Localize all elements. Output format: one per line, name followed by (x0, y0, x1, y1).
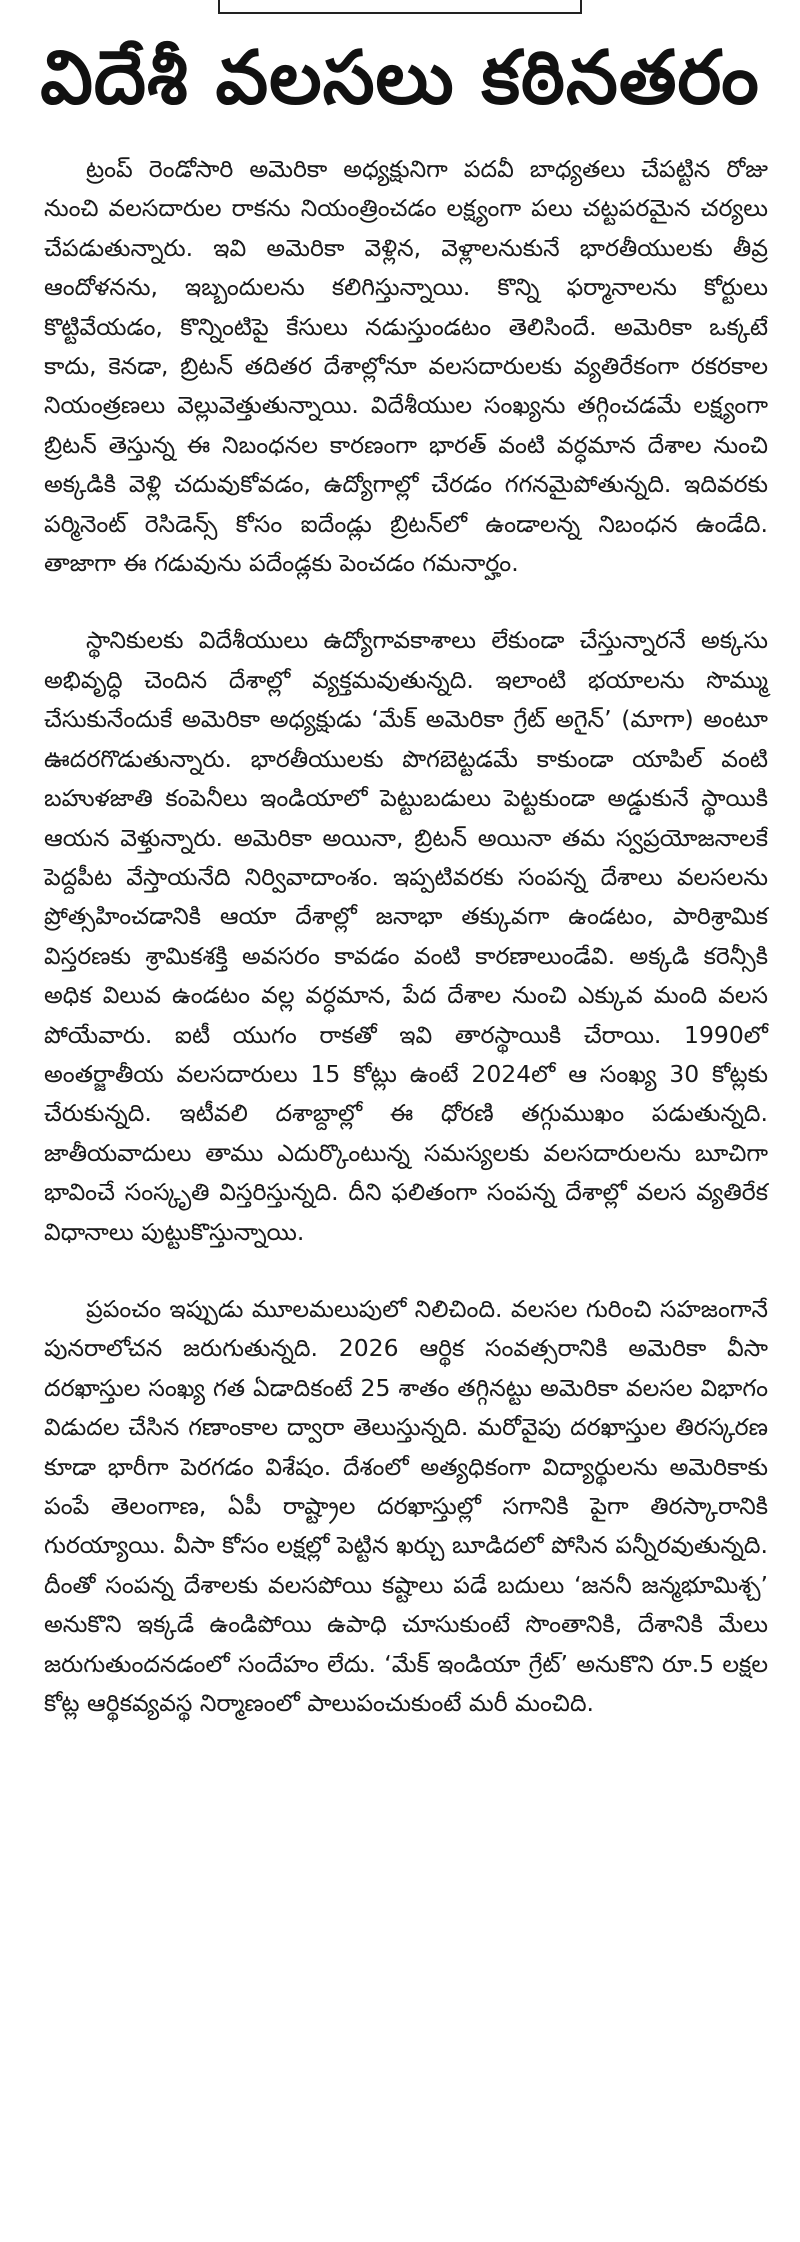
article-body (44, 150, 768, 1723)
article-paragraph-1: ట్రంప్ రెండోసారి అమెరికా అధ్యక్షునిగా పదవీ బాధ్యతలు చేపట్టిన రోజు నుంచి వలసదారుల రాకను నియంత్రించడం లక్ష్యంగా పలు చట్టపరమైన చర్యలు చేపడుతున్నారు. ఇవి అమెరికా వెళ్లిన, వెళ్లాలనుకునే భారతీయులకు తీవ్ర ఆందోళనను, ఇబ్బందులను కలిగిస్తున్నాయి. కొన్ని ఫర్మానాలను కోర్టులు కొట్టివేయడం, కొన్నింటిపై కేసులు నడుస్తుండటం తెలిసిందే. అమెరికా ఒక్కటే కాదు, కెనడా, బ్రిటన్ తదితర దేశాల్లోనూ వలసదారులకు వ్యతిరేకంగా రకరకాల నియంత్రణలు వెల్లువెత్తుతున్నాయి. విదేశీయుల సంఖ్యను తగ్గించడమే లక్ష్యంగా బ్రిటన్ తెస్తున్న ఈ నిబంధనల కారణంగా భారత్ వంటి వర్ధమాన దేశాల నుంచి అక్కడికి వెళ్లి చదువుకోవడం, ఉద్యోగాల్లో చేరడం గగనమైపోతున్నది. ఇదివరకు పర్మినెంట్ రెసిడెన్స్ కోసం ఐదేండ్లు బ్రిటన్‌లో ఉండాలన్న నిబంధన ఉండేది. తాజాగా ఈ గడువును పదేండ్లకు పెంచడం గమనార్హం. (44, 155, 768, 578)
article-paragraph-2: స్థానికులకు విదేశీయులు ఉద్యోగావకాశాలు లేకుండా చేస్తున్నారనే అక్కసు అభివృద్ధి చెందిన దేశాల్లో వ్యక్తమవుతున్నది. ఇలాంటి భయాలను సొమ్ము చేసుకునేందుకే అమెరికా అధ్యక్షుడు ‘మేక్ అమెరికా గ్రేట్ అగైన్’ (మాగా) అంటూ ఊదరగొడుతున్నారు. భారతీయులకు పొగబెట్టడమే కాకుండా యాపిల్ వంటి బహుళజాతి కంపెనీలు ఇండియాలో పెట్టుబడులు పెట్టకుండా అడ్డుకునే స్థాయికి ఆయన వెళ్తున్నారు. అమెరికా అయినా, బ్రిటన్ అయినా తమ స్వప్రయోజనాలకే పెద్దపీట వేస్తాయనేది నిర్వివాదాంశం. ఇప్పటివరకు సంపన్న దేశాలు వలసలను ప్రోత్సహించడానికి ఆయా దేశాల్లో జనాభా తక్కువగా ఉండటం, పారిశ్రామిక విస్తరణకు శ్రామికశక్తి అవసరం కావడం వంటి కారణాలుండేవి. అక్కడి కరెన్సీకి అధిక విలువ ఉండటం వల్ల వర్ధమాన, పేద దేశాల నుంచి ఎక్కువ మంది వలస పోయేవారు. ఐటీ యుగం రాకతో ఇవి తారస్థాయికి చేరాయి. 1990లో అంతర్జాతీయ వలసదారులు 15 కోట్లు ఉంటే 2024లో ఆ సంఖ్య 30 కోట్లకు చేరుకున్నది. ఇటీవలి దశాబ్దాల్లో ఈ ధోరణి తగ్గుముఖం పడుతున్నది. జాతీయవాదులు తాము ఎదుర్కొంటున్న సమస్యలకు వలసదారులను బూచిగా భావించే సంస్కృతి విస్తరిస్తున్నది. దీని ఫలితంగా సంపన్న దేశాల్లో వలస వ్యతిరేక విధానాలు పుట్టుకొస్తున్నాయి. (44, 626, 768, 1246)
headline: విదేశీ వలసలు కఠినతరం (40, 35, 760, 121)
article-paragraph-3: ప్రపంచం ఇప్పుడు మూలమలుపులో నిలిచింది. వలసల గురించి సహజంగానే పునరాలోచన జరుగుతున్నది. 2026 ఆర్థిక సంవత్సరానికి అమెరికా వీసా దరఖాస్తుల సంఖ్య గత ఏడాదికంటే 25 శాతం తగ్గినట్టు అమెరికా వలసల విభాగం విడుదల చేసిన గణాంకాల ద్వారా తెలుస్తున్నది. మరోవైపు దరఖాస్తుల తిరస్కరణ కూడా భారీగా పెరగడం విశేషం. దేశంలో అత్యధికంగా విద్యార్థులను అమెరికాకు పంపే తెలంగాణ, ఏపీ రాష్ట్రాల దరఖాస్తుల్లో సగానికి పైగా తిరస్కారానికి గురయ్యాయి. వీసా కోసం లక్షల్లో పెట్టిన ఖర్చు బూడిదలో పోసిన పన్నీరవుతున్నది. దీంతో సంపన్న దేశాలకు వలసపోయి కష్టాలు పడే బదులు ‘జననీ జన్మభూమిశ్చ’ అనుకొని ఇక్కడే ఉండిపోయి ఉపాధి చూసుకుంటే సొంతానికి, దేశానికి మేలు జరుగుతుందనడంలో సందేహం లేదు. ‘మేక్ ఇండియా గ్రేట్’ అనుకొని రూ.5 లక్షల కోట్ల ఆర్థికవ్యవస్థ నిర్మాణంలో పాలుపంచుకుంటే మరీ మంచిది. (44, 1294, 768, 1718)
section-header-tab (218, 0, 582, 14)
